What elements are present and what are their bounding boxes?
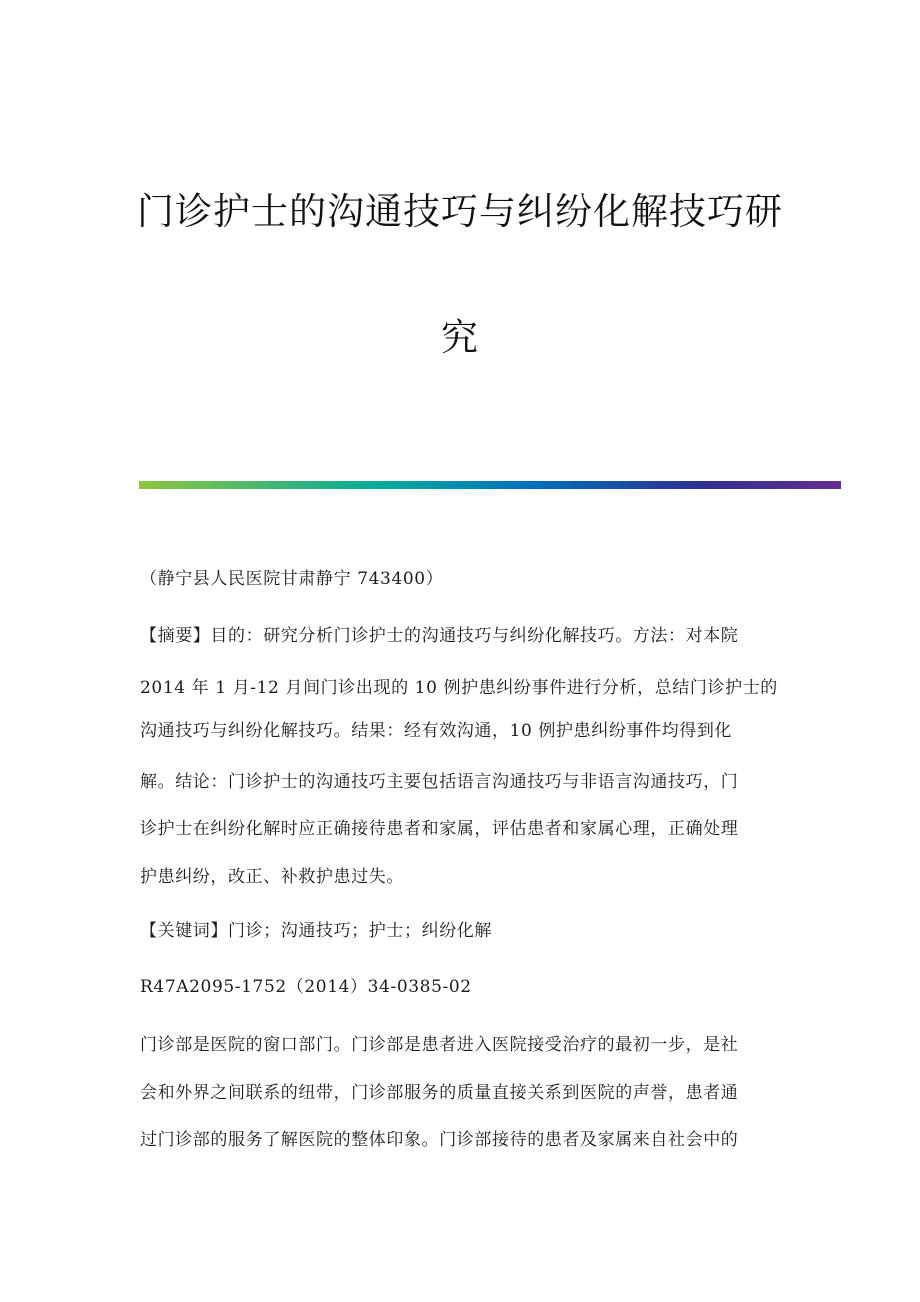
abstract-line: 解。结论：门诊护士的沟通技巧主要包括语言沟通技巧与非语言沟通技巧，门 <box>140 772 739 792</box>
affiliation: （静宁县人民医院甘肃静宁 743400） <box>140 569 444 589</box>
body-paragraph-line: 过门诊部的服务了解医院的整体印象。门诊部接待的患者及家属来自社会中的 <box>140 1130 739 1150</box>
abstract-line: 2014 年 1 月-12 月间门诊出现的 10 例护患纠纷事件进行分析，总结门诊护士的 <box>140 678 778 698</box>
abstract-line: 护患纠纷，改正、补救护患过失。 <box>140 867 404 887</box>
document-title-line-1: 门诊护士的沟通技巧与纠纷化解技巧研 <box>137 190 783 233</box>
gradient-divider <box>139 481 841 489</box>
abstract-line: 诊护士在纠纷化解时应正确接待患者和家属，评估患者和家属心理，正确处理 <box>140 819 739 839</box>
classification-number: R47A2095-1752（2014）34-0385-02 <box>140 977 472 997</box>
abstract-line: 【摘要】目的：研究分析门诊护士的沟通技巧与纠纷化解技巧。方法：对本院 <box>140 626 739 646</box>
document-title-line-2: 究 <box>441 316 479 359</box>
body-paragraph-line: 门诊部是医院的窗口部门。门诊部是患者进入医院接受治疗的最初一步，是社 <box>140 1035 739 1055</box>
abstract-line: 沟通技巧与纠纷化解技巧。结果：经有效沟通，10 例护患纠纷事件均得到化 <box>140 721 733 741</box>
keywords: 【关键词】门诊；沟通技巧；护士；纠纷化解 <box>140 921 492 941</box>
body-paragraph-line: 会和外界之间联系的纽带，门诊部服务的质量直接关系到医院的声誉，患者通 <box>140 1083 739 1103</box>
